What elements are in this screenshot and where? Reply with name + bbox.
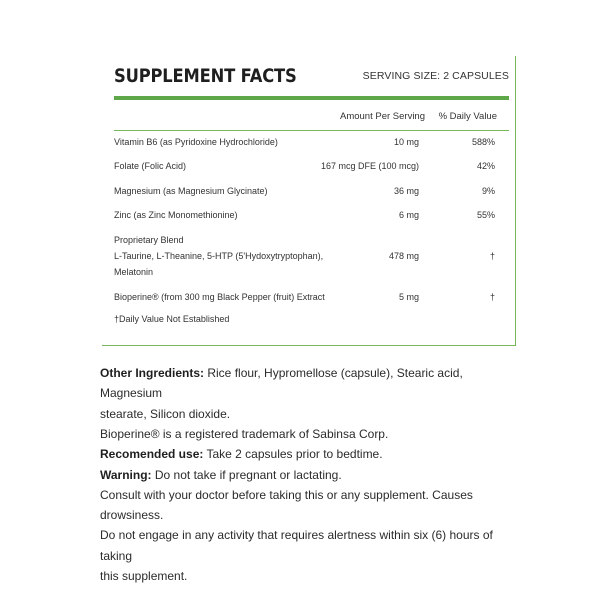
nutrient-name: Folate (Folic Acid)	[114, 161, 187, 171]
other-ingredients-line	[100, 363, 520, 404]
consult-note: this supplement.	[100, 569, 188, 584]
column-header-rule	[114, 130, 509, 131]
blend-amount: 478 mg	[388, 251, 419, 261]
other-ingredients	[100, 363, 520, 424]
nutrient-amount: 6 mg	[398, 210, 419, 220]
bioperine-dv: †	[489, 292, 495, 302]
header-rule	[114, 96, 509, 100]
consult-note: Consult with your doctor before taking this or any supplement. Causes drowsiness.	[100, 487, 473, 523]
trademark-note: Bioperine® is a registered trademark of Sabinsa Corp.	[100, 427, 389, 441]
nutrient-amount: 36 mg	[393, 186, 419, 196]
usage-notes	[100, 424, 520, 586]
supplement-facts-panel	[102, 56, 516, 346]
bioperine-amount: 5 mg	[398, 292, 419, 302]
nutrient-amount: 10 mg	[393, 137, 419, 147]
warning-label: Warning:	[100, 467, 152, 482]
recommended-use-text: Take 2 capsules prior to bedtime.	[203, 447, 383, 462]
nutrient-name: Zinc (as Zinc Monomethionine)	[114, 210, 238, 220]
facts-title: SUPPLEMENT FACTS	[114, 65, 297, 87]
nutrient-dv: 588%	[471, 137, 495, 147]
consult-note: Do not engage in any activity that requires alertness within six (6) hours of taking	[100, 528, 493, 563]
warning-text: Do not take if pregnant or lactating.	[151, 467, 342, 482]
other-ingredients-label: Other Ingredients:	[100, 366, 205, 380]
nutrient-dv: 9%	[481, 186, 495, 196]
recommended-use-label: Recomended use:	[100, 447, 204, 462]
other-ingredients-line: stearate, Silicon dioxide.	[100, 406, 231, 421]
recommended-use	[100, 444, 520, 464]
nutrient-name: Magnesium (as Magnesium Glycinate)	[114, 186, 268, 196]
nutrient-amount: 167 mcg DFE (100 mcg)	[320, 161, 419, 171]
bioperine-name: Bioperine® (from 300 mg Black Pepper (fruit) Extract	[114, 292, 325, 302]
blend-ingredients: L-Taurine, L-Theanine, 5-HTP (5'Hydoxytryptophan),	[114, 251, 324, 261]
nutrient-dv: 55%	[476, 210, 495, 220]
blend-dv: †	[489, 251, 495, 261]
nutrient-dv: 42%	[476, 161, 495, 171]
blend-title: Proprietary Blend	[114, 235, 184, 245]
amount-column-header: Amount Per Serving	[339, 111, 425, 122]
serving-size: SERVING SIZE: 2 CAPSULES	[362, 70, 509, 82]
daily-value-column-header: % Daily Value	[438, 111, 497, 122]
daily-value-footnote: †Daily Value Not Established	[114, 314, 230, 324]
proprietary-blend-row	[114, 232, 509, 282]
other-ingredients-text: Rice flour, Hypromellose (capsule), Stearic acid, Magnesium	[100, 366, 463, 401]
warning	[100, 465, 520, 485]
blend-ingredients-cont: Melatonin	[114, 267, 154, 277]
nutrient-name: Vitamin B6 (as Pyridoxine Hydrochloride)	[114, 137, 278, 147]
